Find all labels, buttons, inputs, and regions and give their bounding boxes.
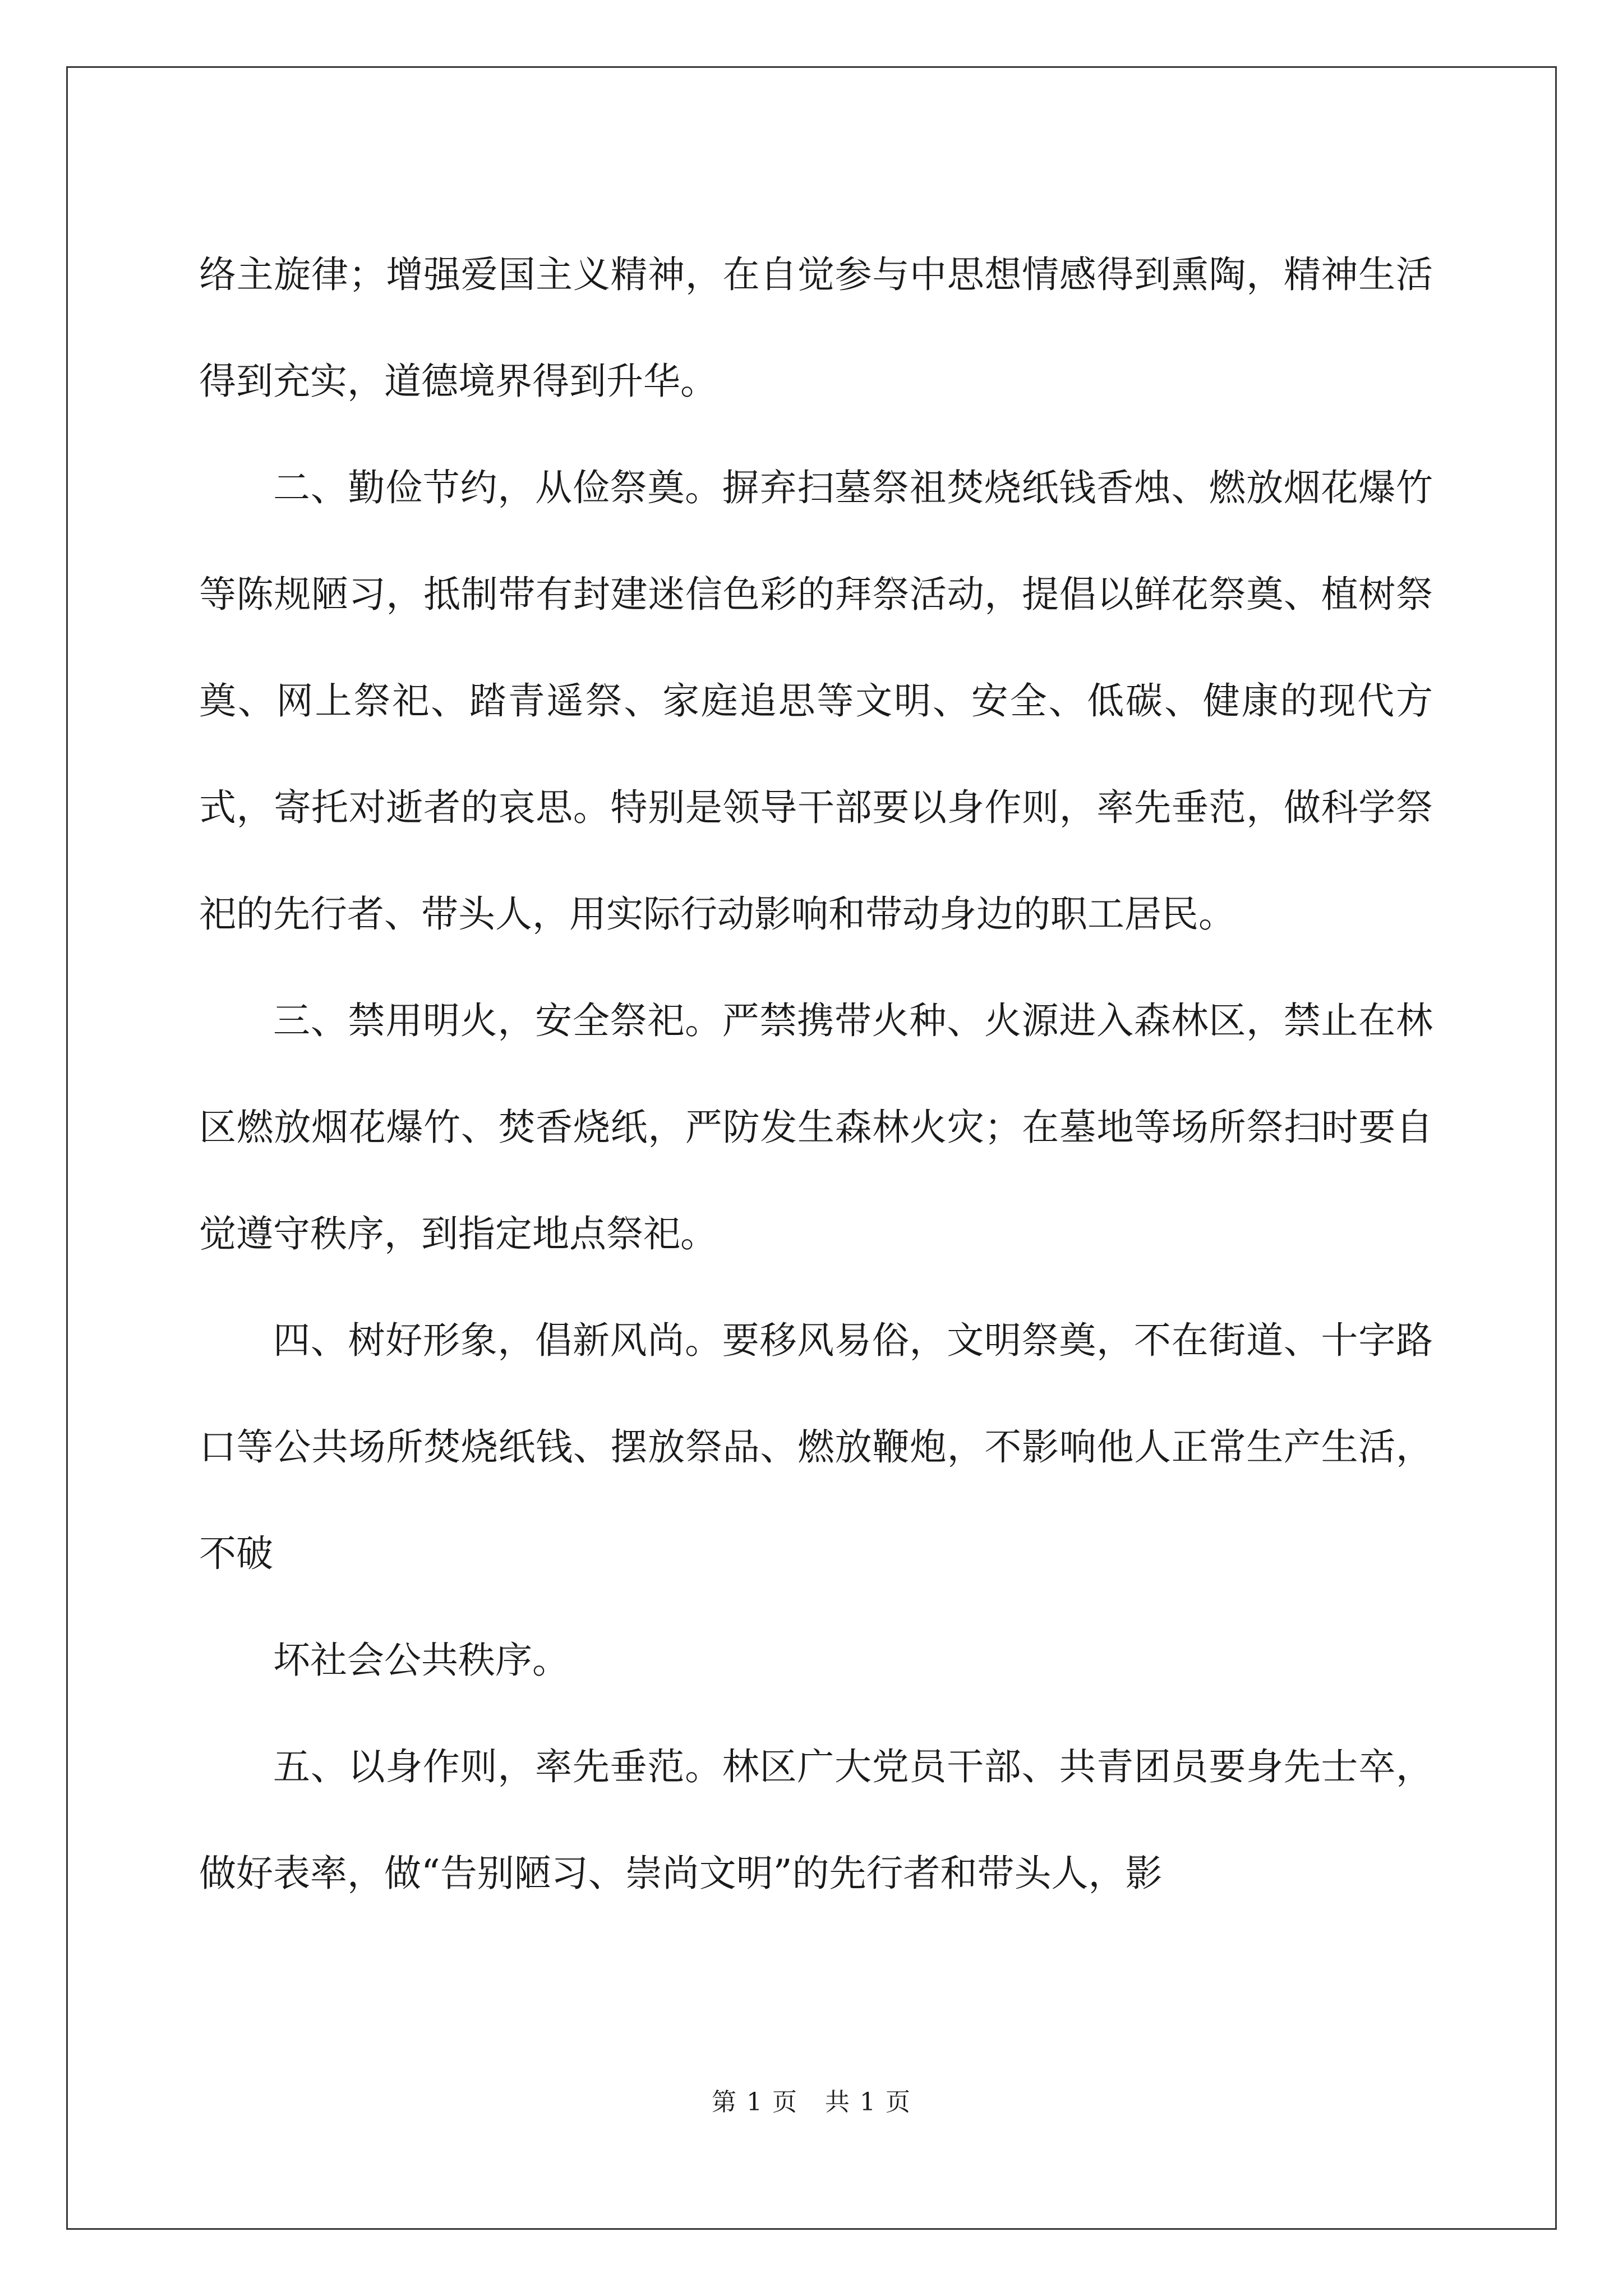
page-number: 第 1 页 bbox=[712, 2088, 798, 2116]
paragraph-2: 二、勤俭节约，从俭祭奠。摒弃扫墓祭祖焚烧纸钱香烛、燃放烟花爆竹等陈规陋习，抵制带有封建迷信色彩的拜祭活动，提倡以鲜花祭奠、植树祭奠、网上祭祀、踏青遥祭、家庭追思等文明、安全、低碳、健康的现代方式，寄托对逝者的哀思。特别是领导干部要以身作则，率先垂范，做科学祭祀的先行者、带头人，用实际行动影响和带动身边的职工居民。 bbox=[199, 466, 1433, 936]
paragraph-continuation: 络主旋律；增强爱国主义精神，在自觉参与中思想情感得到熏陶，精神生活得到充实，道德境界得到升华。 bbox=[199, 253, 1433, 403]
paragraph-4-continued: 坏社会公共秩序。 bbox=[273, 1639, 569, 1682]
page-footer bbox=[0, 2086, 1623, 2119]
paragraph-4: 四、树好形象，倡新风尚。要移风易俗，文明祭奠，不在街道、十字路口等公共场所焚烧纸钱、摆放祭品、燃放鞭炮，不影响他人正常生产生活，不破 bbox=[199, 1319, 1433, 1575]
document-body bbox=[199, 222, 1433, 1927]
paragraph-5: 五、以身作则，率先垂范。林区广大党员干部、共青团员要身先士卒，做好表率，做“告别陋习、崇尚文明”的先行者和带头人，影 bbox=[199, 1745, 1433, 1895]
paragraph-3: 三、禁用明火，安全祭祀。严禁携带火种、火源进入森林区，禁止在林区燃放烟花爆竹、焚香烧纸，严防发生森林火灾；在墓地等场所祭扫时要自觉遵守秩序，到指定地点祭祀。 bbox=[199, 999, 1433, 1255]
page-total: 共 1 页 bbox=[825, 2088, 911, 2116]
